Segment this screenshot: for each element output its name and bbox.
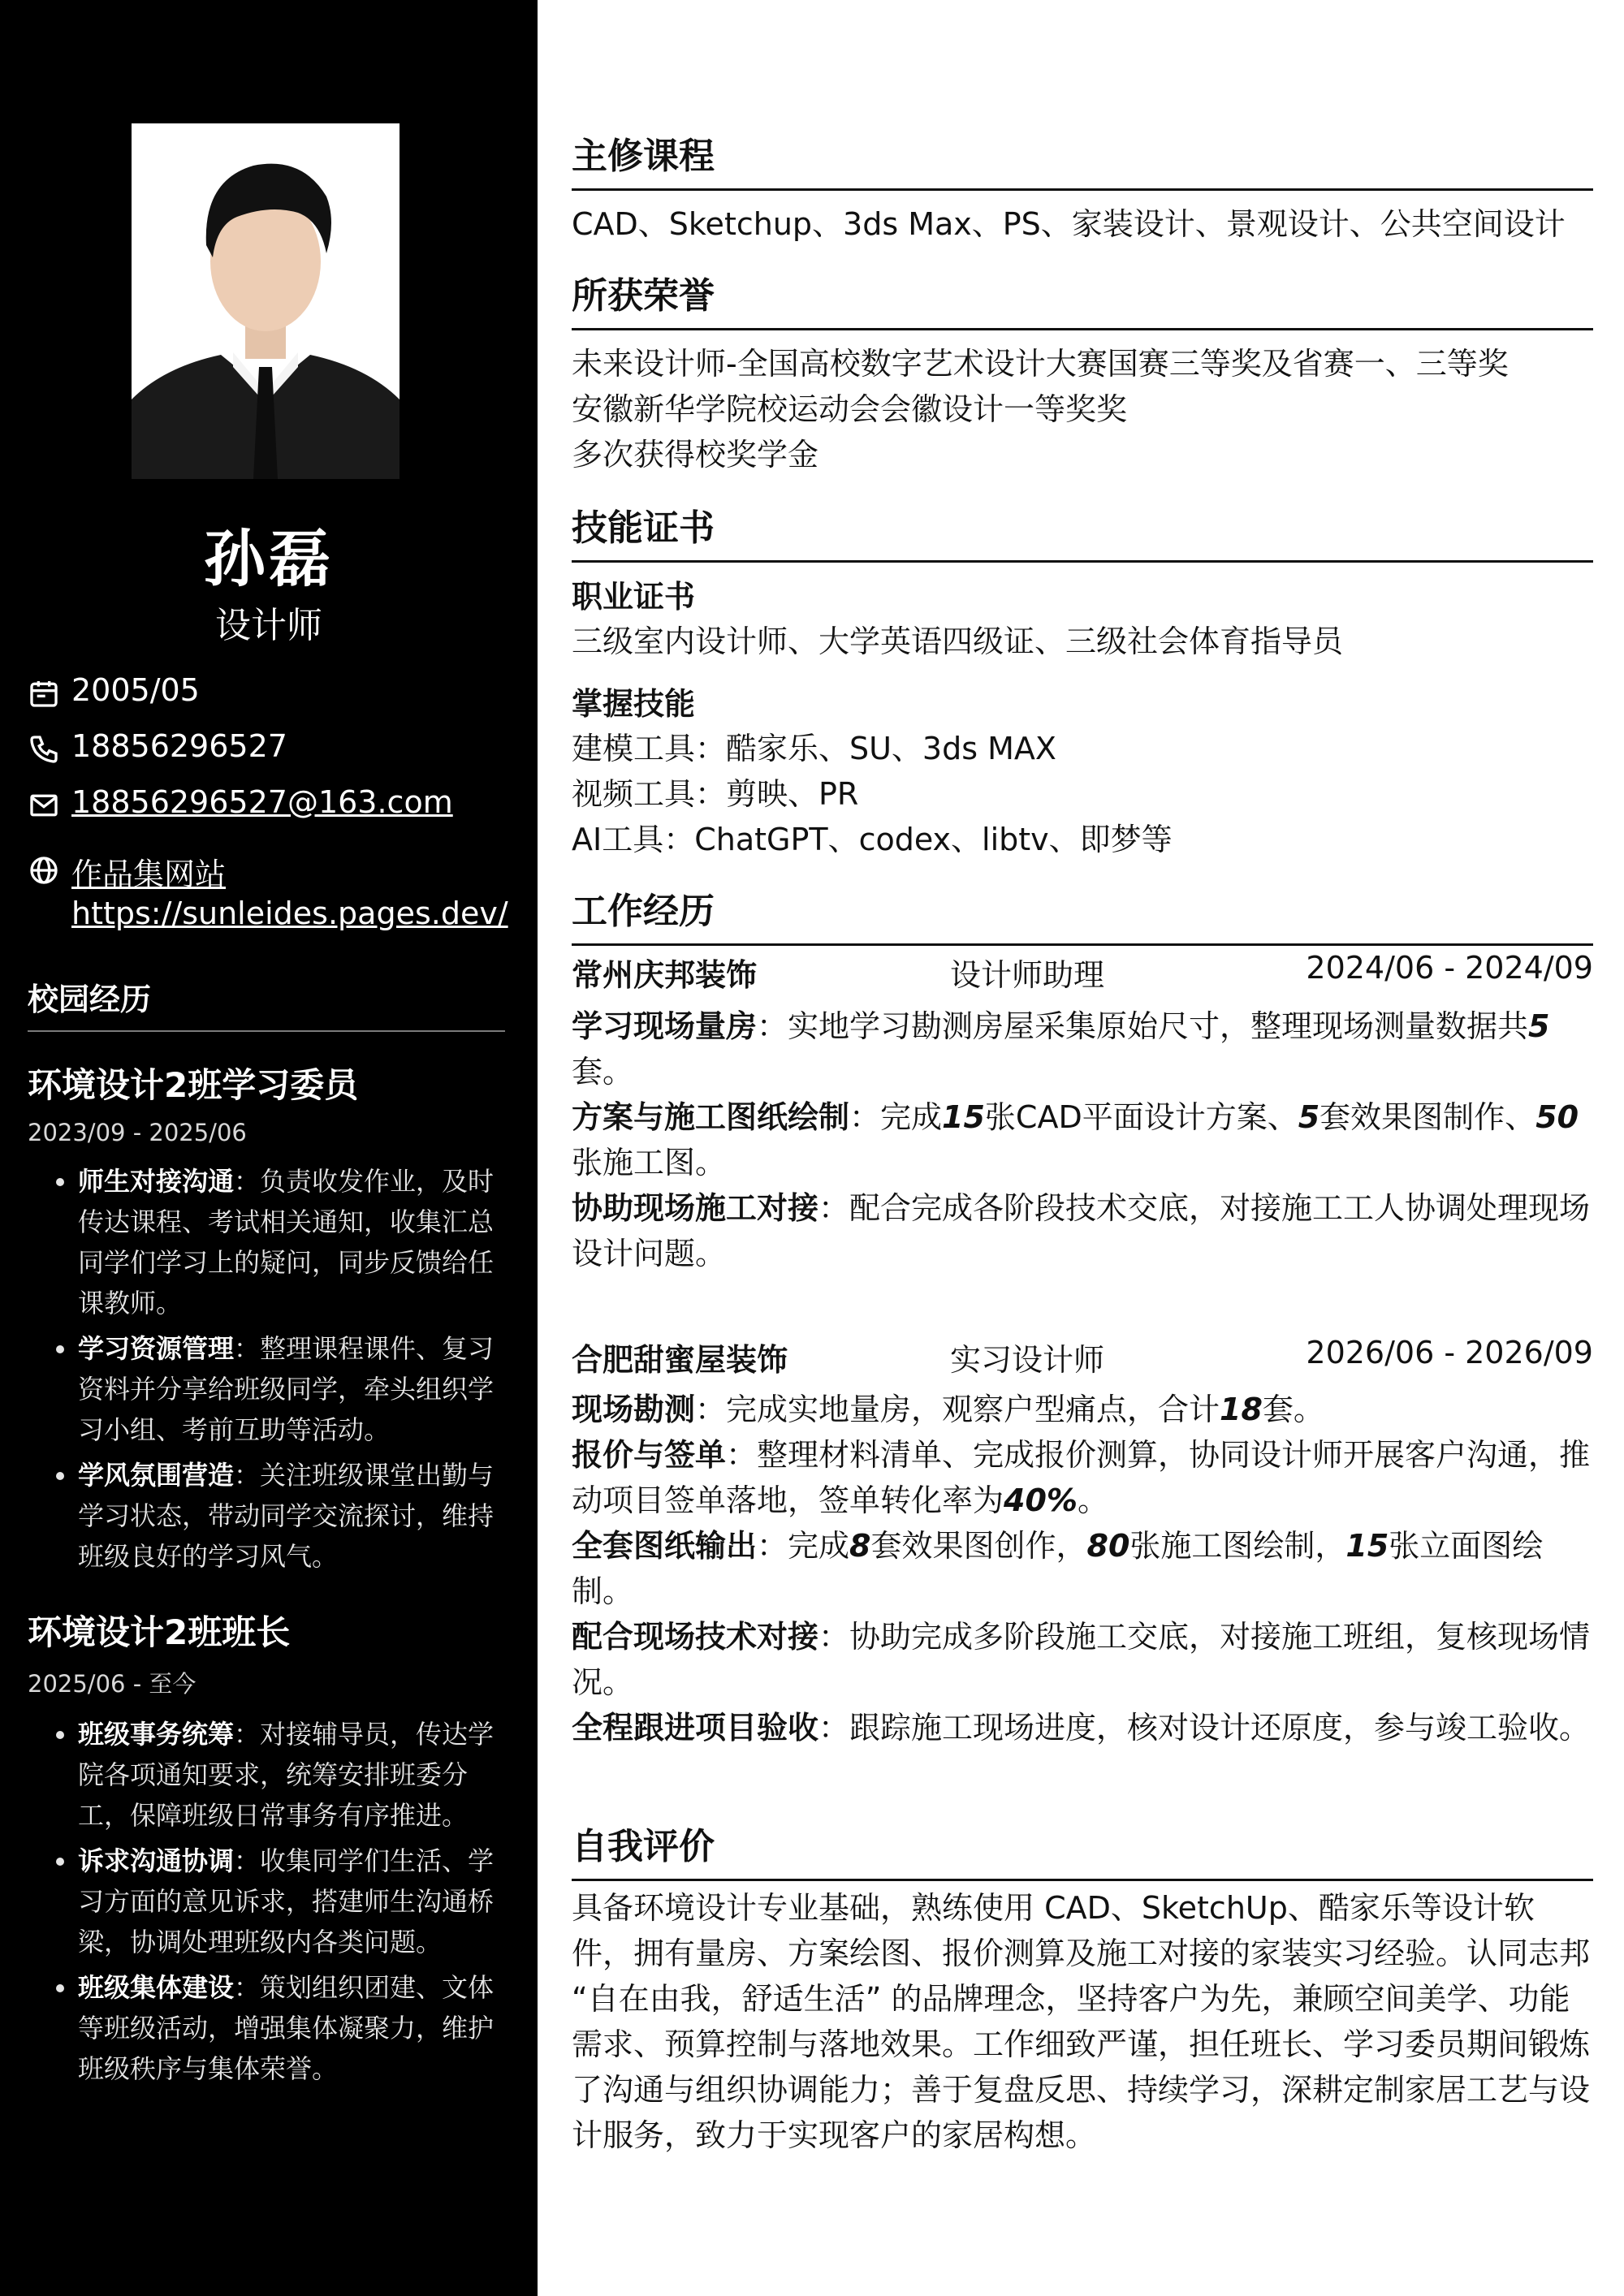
cert-text: 三级室内设计师、大学英语四级证、三级社会体育指导员	[572, 624, 1344, 659]
skill-line: 建模工具：酷家乐、SU、3ds MAX	[572, 731, 1056, 766]
job-company: 常州庆邦装饰	[572, 957, 758, 993]
section-heading-self-eval: 自我评价	[572, 1817, 1593, 1881]
campus-role-title: 环境设计2班学习委员	[28, 1065, 359, 1105]
section-heading-courses: 主修课程	[572, 127, 1593, 191]
portfolio-url[interactable]: https://sunleides.pages.dev/	[71, 896, 508, 931]
honor-item: 未来设计师-全国高校数字艺术设计大赛国赛三等奖及省赛一、三等奖	[572, 346, 1509, 382]
section-heading-honors: 所获荣誉	[572, 266, 1593, 330]
job-item: 报价与签单：整理材料清单、完成报价测算，协同设计师开展客户沟通，推动项目签单落地，签单转化率为40%。	[572, 1437, 1591, 1518]
globe-icon	[28, 854, 60, 887]
job-item: 学习现场量房：实地学习勘测房屋采集原始尺寸，整理现场测量数据共5套。	[572, 1008, 1550, 1090]
job-item: 方案与施工图纸绘制：完成15张CAD平面设计方案、5套效果图制作、50张施工图。	[572, 1099, 1579, 1180]
section-heading-work: 工作经历	[572, 882, 1593, 946]
email-icon	[28, 789, 60, 822]
campus-role-list	[28, 1161, 507, 1577]
campus-role-list	[28, 1714, 507, 2089]
email-link[interactable]: 18856296527@163.com	[71, 784, 453, 820]
list-item: • 师生对接沟通：负责收发作业，及时传达课程、考试相关通知，收集汇总同学们学习上的疑问，同步反馈给任课教师。	[78, 1161, 507, 1323]
campus-role-date: 2023/09 - 2025/06	[28, 1119, 247, 1146]
profile-name: 孙磊	[204, 523, 334, 595]
campus-role	[28, 1606, 507, 2094]
skill-line: 视频工具：剪映、PR	[572, 776, 859, 812]
sidebar	[0, 0, 538, 2296]
list-item: • 学习资源管理：整理课程课件、复习资料并分享给班级同学，牵头组织学习小组、考前互助等活动。	[78, 1328, 507, 1450]
cert-heading: 职业证书	[572, 579, 696, 615]
job-date: 2026/06 - 2026/09	[1306, 1335, 1593, 1370]
honor-item: 多次获得校奖学金	[572, 437, 819, 473]
job-item: 协助现场施工对接：配合完成各阶段技术交底，对接施工工人协调处理现场设计问题。	[572, 1190, 1591, 1271]
honor-item: 安徽新华学院校运动会会徽设计一等奖奖	[572, 391, 1128, 427]
list-item: • 诉求沟通协调：收集同学们生活、学习方面的意见诉求，搭建师生沟通桥梁，协调处理班级内各类问题。	[78, 1841, 507, 1962]
contact-email[interactable]	[28, 784, 453, 822]
job-item: 全程跟进项目验收：跟踪施工现场进度，核对设计还原度，参与竣工验收。	[572, 1710, 1591, 1746]
campus-heading: 校园经历	[28, 974, 505, 1032]
list-item: • 学风氛围营造：关注班级课堂出勤与学习状态，带动同学交流探讨，维持班级良好的学习风气。	[78, 1455, 507, 1577]
profile-photo	[132, 123, 400, 479]
job-item: 全套图纸输出：完成8套效果图创作，80张施工图绘制，15张立面图绘制。	[572, 1528, 1544, 1609]
campus-role-date: 2025/06 - 至今	[28, 1670, 197, 1698]
skill-line: AI工具：ChatGPT、codex、libtv、即梦等	[572, 822, 1173, 857]
job-company: 合肥甜蜜屋装饰	[572, 1342, 788, 1378]
contact-birth-text: 2005/05	[71, 672, 200, 708]
section-heading-skills: 技能证书	[572, 498, 1593, 563]
campus-role-title: 环境设计2班班长	[28, 1612, 291, 1652]
job-date: 2024/06 - 2024/09	[1306, 950, 1593, 986]
contact-phone-text: 18856296527	[71, 728, 287, 764]
contact-birth	[28, 672, 200, 710]
job-header	[572, 1335, 1593, 1380]
portfolio-label[interactable]: 作品集网站	[71, 857, 227, 892]
job-header	[572, 950, 1593, 995]
profile-title: 设计师	[215, 605, 322, 646]
self-eval-text: 具备环境设计专业基础，熟练使用 CAD、SketchUp、酷家乐等设计软件，拥有量房、方案绘图、报价测算及施工对接的家装实习经验。认同志邦 “自在由我，舒适生活” 的品牌理念，坚持客户为先，兼顾空间美学、功能需求、预算控制与落地效果。工作细致严谨，担任班长、学习委员期间锻炼了沟通与组织协调能力；善于复盘反思、持续学习，深耕定制家居工艺与设计服务，致力于实现客户的家居构想。	[572, 1890, 1591, 2153]
job-position: 实习设计师	[950, 1342, 1105, 1378]
job-item: 配合现场技术对接：协助完成多阶段施工交底，对接施工班组，复核现场情况。	[572, 1619, 1591, 1700]
contact-portfolio[interactable]	[28, 849, 508, 931]
skill-heading: 掌握技能	[572, 686, 696, 722]
phone-icon	[28, 733, 60, 766]
campus-role	[28, 1059, 507, 1582]
job-position: 设计师助理	[950, 957, 1105, 993]
job-item: 现场勘测：完成实地量房，观察户型痛点，合计18套。	[572, 1392, 1324, 1427]
calendar-icon	[28, 677, 60, 710]
list-item: • 班级事务统筹：对接辅导员，传达学院各项通知要求，统筹安排班委分工，保障班级日常事务有序推进。	[78, 1714, 507, 1836]
courses-text: CAD、Sketchup、3ds Max、PS、家装设计、景观设计、公共空间设计	[572, 206, 1566, 242]
list-item: • 班级集体建设：策划组织团建、文体等班级活动，增强集体凝聚力，维护班级秩序与集体荣誉。	[78, 1967, 507, 2089]
contact-phone	[28, 728, 287, 766]
